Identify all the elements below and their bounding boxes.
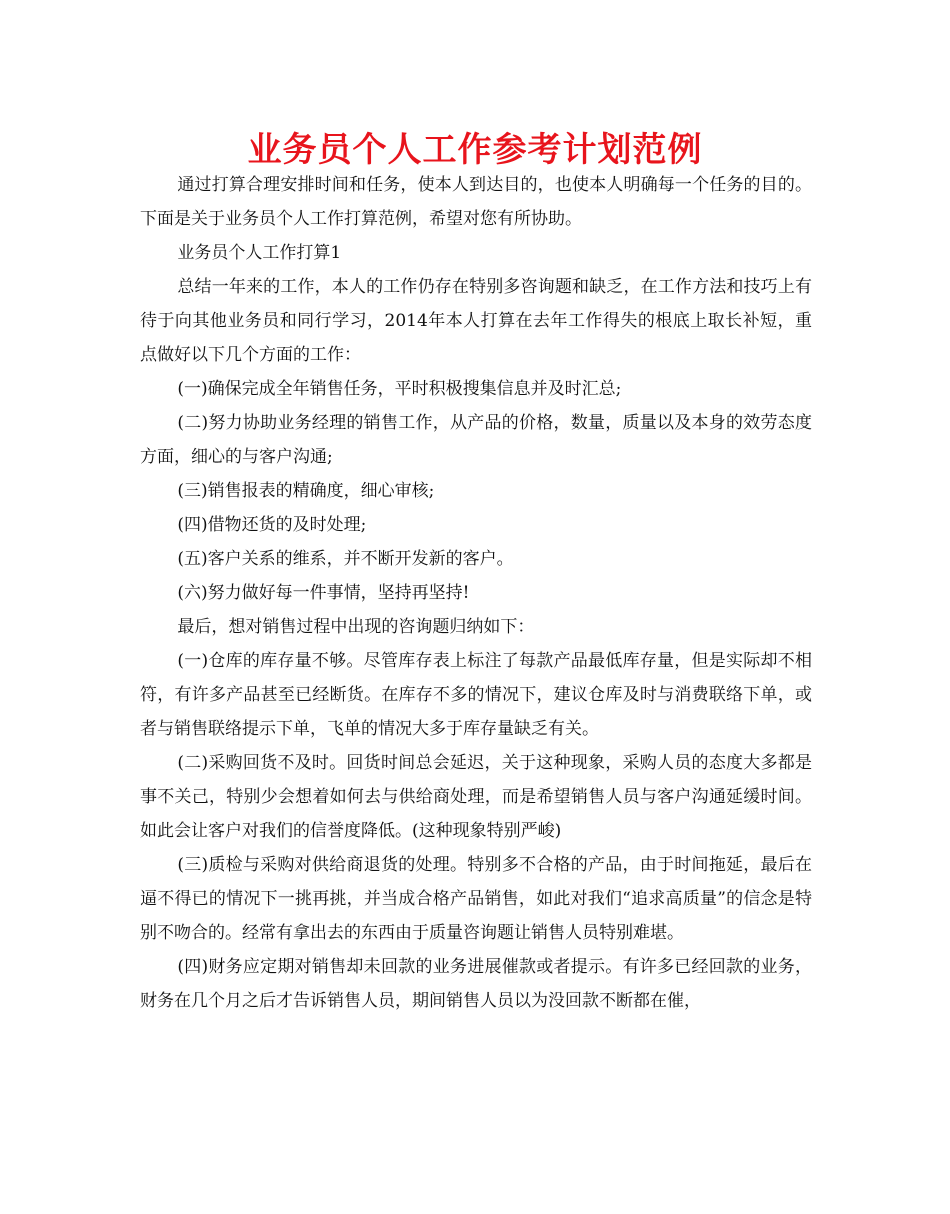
issue-item-3: (三)质检与采购对供给商退货的处理。特别多不合格的产品，由于时间拖延，最后在逼不得已的情况下一挑再挑，并当成合格产品销售，如此对我们“追求高质量”的信念是特别不吻合的。经常有拿出去的东西由于质量咨询题让销售人员特别难堪。 — [140, 855, 812, 943]
plan-item-6: (六)努力做好每一件事情，坚持再坚持! — [177, 583, 470, 603]
plan-item-2: (二)努力协助业务经理的销售工作，从产品的价格，数量，质量以及本身的效劳态度方面，细心的与客户沟通; — [140, 413, 812, 467]
issues-intro-paragraph: 最后，想对销售过程中出现的咨询题归纳如下： — [177, 617, 535, 637]
document-body — [140, 168, 812, 1018]
issue-item-1: (一)仓库的库存量不够。尽管库存表上标注了每款产品最低库存量，但是实际却不相符，有许多产品甚至已经断货。在库存不多的情况下，建议仓库及时与消费联络下单，或者与销售联络提示下单，飞单的情况大多于库存量缺乏有关。 — [140, 651, 812, 739]
plan-item-5: (五)客户关系的维系，并不断开发新的客户。 — [177, 549, 514, 569]
summary-paragraph: 总结一年来的工作，本人的工作仍存在特别多咨询题和缺乏，在工作方法和技巧上有待于向其他业务员和同行学习，2014年本人打算在去年工作得失的根底上取长补短，重点做好以下几个方面的工作： — [140, 277, 812, 365]
plan-item-3: (三)销售报表的精确度，细心审核; — [177, 481, 435, 501]
document-title: 业务员个人工作参考计划范例 — [247, 130, 703, 170]
plan-item-4: (四)借物还货的及时处理; — [177, 515, 367, 535]
intro-paragraph: 通过打算合理安排时间和任务，使本人到达目的，也使本人明确每一个任务的目的。下面是关于业务员个人工作打算范例，希望对您有所协助。 — [140, 175, 812, 229]
issue-item-2: (二)采购回货不及时。回货时间总会延迟，关于这种现象，采购人员的态度大多都是事不关己，特别少会想着如何去与供给商处理，而是希望销售人员与客户沟通延缓时间。如此会让客户对我们的信誉度降低。(这种现象特别严峻) — [140, 753, 812, 841]
plan-item-1: (一)确保完成全年销售任务，平时积极搜集信息并及时汇总; — [177, 379, 622, 399]
section-heading: 业务员个人工作打算1 — [177, 243, 342, 263]
issue-item-4: (四)财务应定期对销售却未回款的业务进展催款或者提示。有许多已经回款的业务，财务在几个月之后才告诉销售人员，期间销售人员以为没回款不断都在催， — [140, 957, 812, 1011]
